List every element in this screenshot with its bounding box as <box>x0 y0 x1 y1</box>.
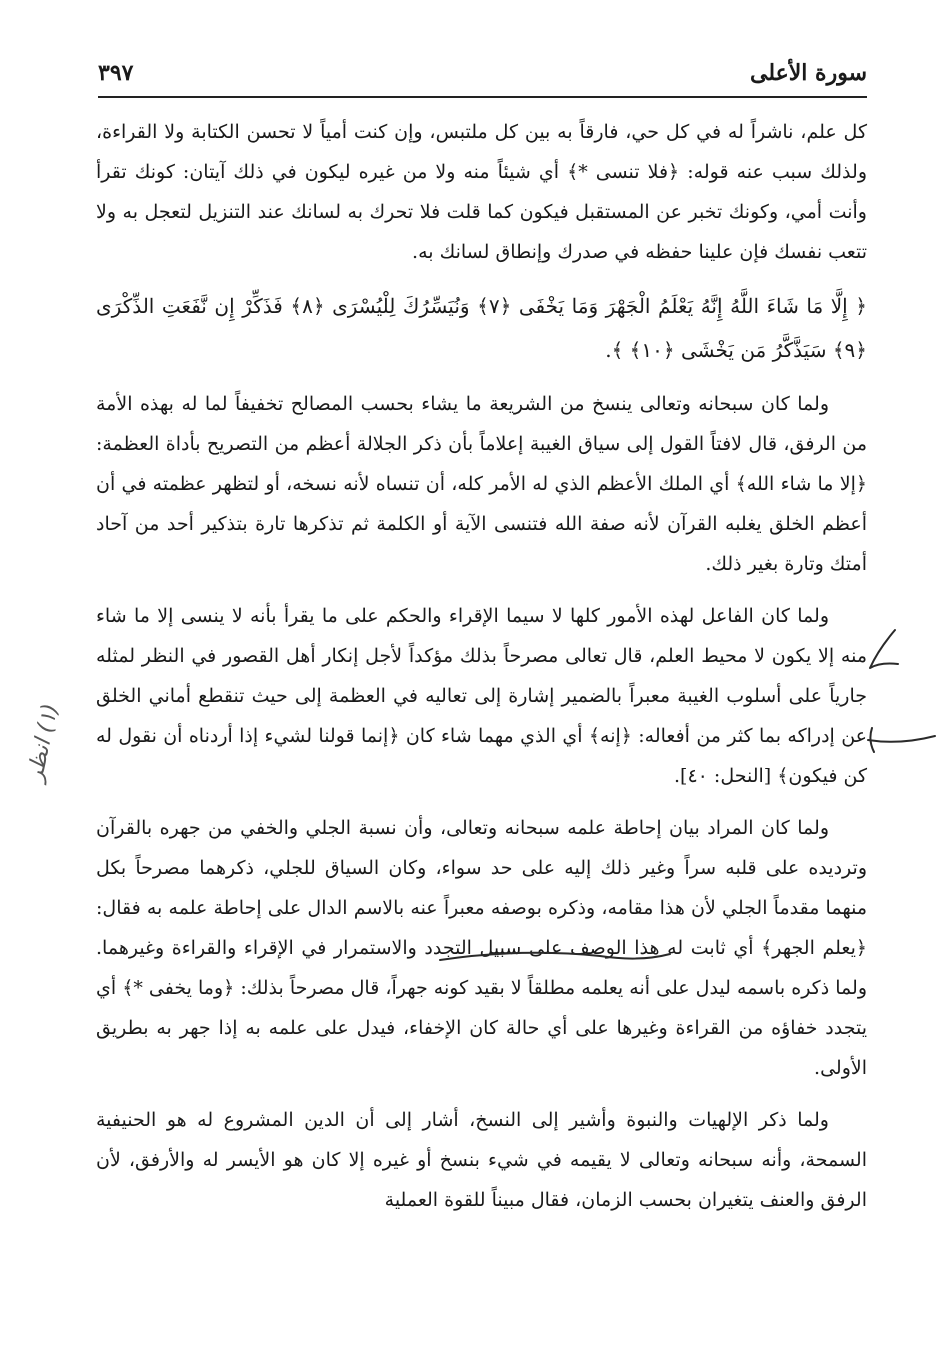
paragraph: ولما كان المراد بيان إحاطة علمه سبحانه وتعالى، وأن نسبة الجلي والخفي من جهره بالقرآن وترديده على قلبه سراً وغير ذلك إليه على حد سواء، وكان السياق للجلي، ذكرهما مصرحاً بكل منهما مقدماً الجلي لأن هذا مقامه، وذكره بوصفه معبراً عنه بالاسم الدال على إحاطة علمه به فقال: ﴿يعلم الجهر﴾ أي ثابت له هذا الوصف على سبيل التجدد والاستمرار في الإقراء والقراءة وغيرهما. ولما ذكره باسمه ليدل على أنه يعلمه مطلقاً لا بقيد كونه جهراً، قال مصرحاً بذلك: ﴿وما يخفى *﴾ أي يتجدد خفاؤه من القراءة وغيرها على أي حالة كان الإخفاء، فيدل على علمه به إذا جهر به بطريق الأولى. <box>96 817 867 1079</box>
paragraph: ولما كان الفاعل لهذه الأمور كلها لا سيما الإقراء والحكم على ما يقرأ بأنه لا ينسى إلا ما شاء منه إلا يكون لا محيط العلم، قال تعالى مصرحاً بذلك مؤكداً لأجل إنكار أهل القصور في النظر لمثله جارياً على أسلوب الغيبة معبراً بالضمير إشارة إلى تعاليه في العظمة إلى حيث تنقطع أماني الخلق عن إدراكه بما كثر من أفعاله: ﴿إنه﴾ أي الذي مهما شاء كان ﴿إنما قولنا لشيء إذا أردناه أن نقول له كن فيكون﴾ [النحل: ٤٠]. <box>96 605 867 787</box>
paragraph: ولما كان سبحانه وتعالى ينسخ من الشريعة ما يشاء بحسب المصالح تخفيفاً لما له بهذه الأمة من الرفق، قال لافتاً القول إلى سياق الغيبة إعلاماً بأن ذكر الجلالة أعظم من التصريح بأداة العظمة: ﴿إلا ما شاء الله﴾ أي الملك الأعظم الذي له الأمر كله، أن تنساه لأنه نسخه، أو لتظهر عظمته في أن أعظم الخلق يغلبه القرآن لأنه صفة الله فتنسى الآية أو الكلمة ثم تذكرها تارة بتذكير أحد من آحاد أمتك وتارة بغير ذلك. <box>96 393 867 575</box>
page-number: ٣٩٧ <box>98 60 134 86</box>
handwritten-margin-note <box>4 690 94 840</box>
surah-title: سورة الأعلى <box>749 60 867 86</box>
margin-note-text: (١) انظر <box>22 701 64 784</box>
checkmark-icon <box>870 630 898 668</box>
paragraph: كل علم، ناشراً له في كل حي، فارقاً به بين كل ملتبس، وإن كنت أمياً لا تحسن الكتابة ولا القراءة، ولذلك سبب عنه قوله: ﴿فلا تنسى *﴾ أي شيئاً منه ولا من غيره ليكون في ذلك آيتان: كونك تقرأ وأنت أمي، وكونك تخبر عن المستقبل فيكون كما قلت فلا تحرك به لسانك عند التنزيل لتعجل به ولا تتعب نفسك فإن علينا حفظه في صدرك وإنطاق لسانك به. <box>96 121 867 263</box>
arrow-mark-icon <box>868 728 935 752</box>
paragraph: ولما ذكر الإلهيات والنبوة وأشير إلى النسخ، أشار إلى أن الدين المشروع له هو الحنيفية السمحة، وأنه سبحانه وتعالى لا يقيمه في شيء بنسخ أو غيره إلا كان هو الأيسر له والأرفق، لأن الرفق والعنف يتغيران بحسب الزمان، فقال مبيناً للقوة العملية <box>96 1109 867 1211</box>
page-body <box>96 112 867 1232</box>
page-header <box>98 56 867 98</box>
quran-verse: ﴿ إِلَّا مَا شَاءَ اللَّهُ إِنَّهُ يَعْلَمُ الْجَهْرَ وَمَا يَخْفَى ﴿٧﴾ وَنُيَسِّرُكَ لِلْيُسْرَى ﴿٨﴾ فَذَكِّرْ إِن نَّفَعَتِ الذِّكْرَى ﴿٩﴾ سَيَذَّكَّرُ مَن يَخْشَى ﴿١٠﴾ ﴾. <box>96 294 868 362</box>
